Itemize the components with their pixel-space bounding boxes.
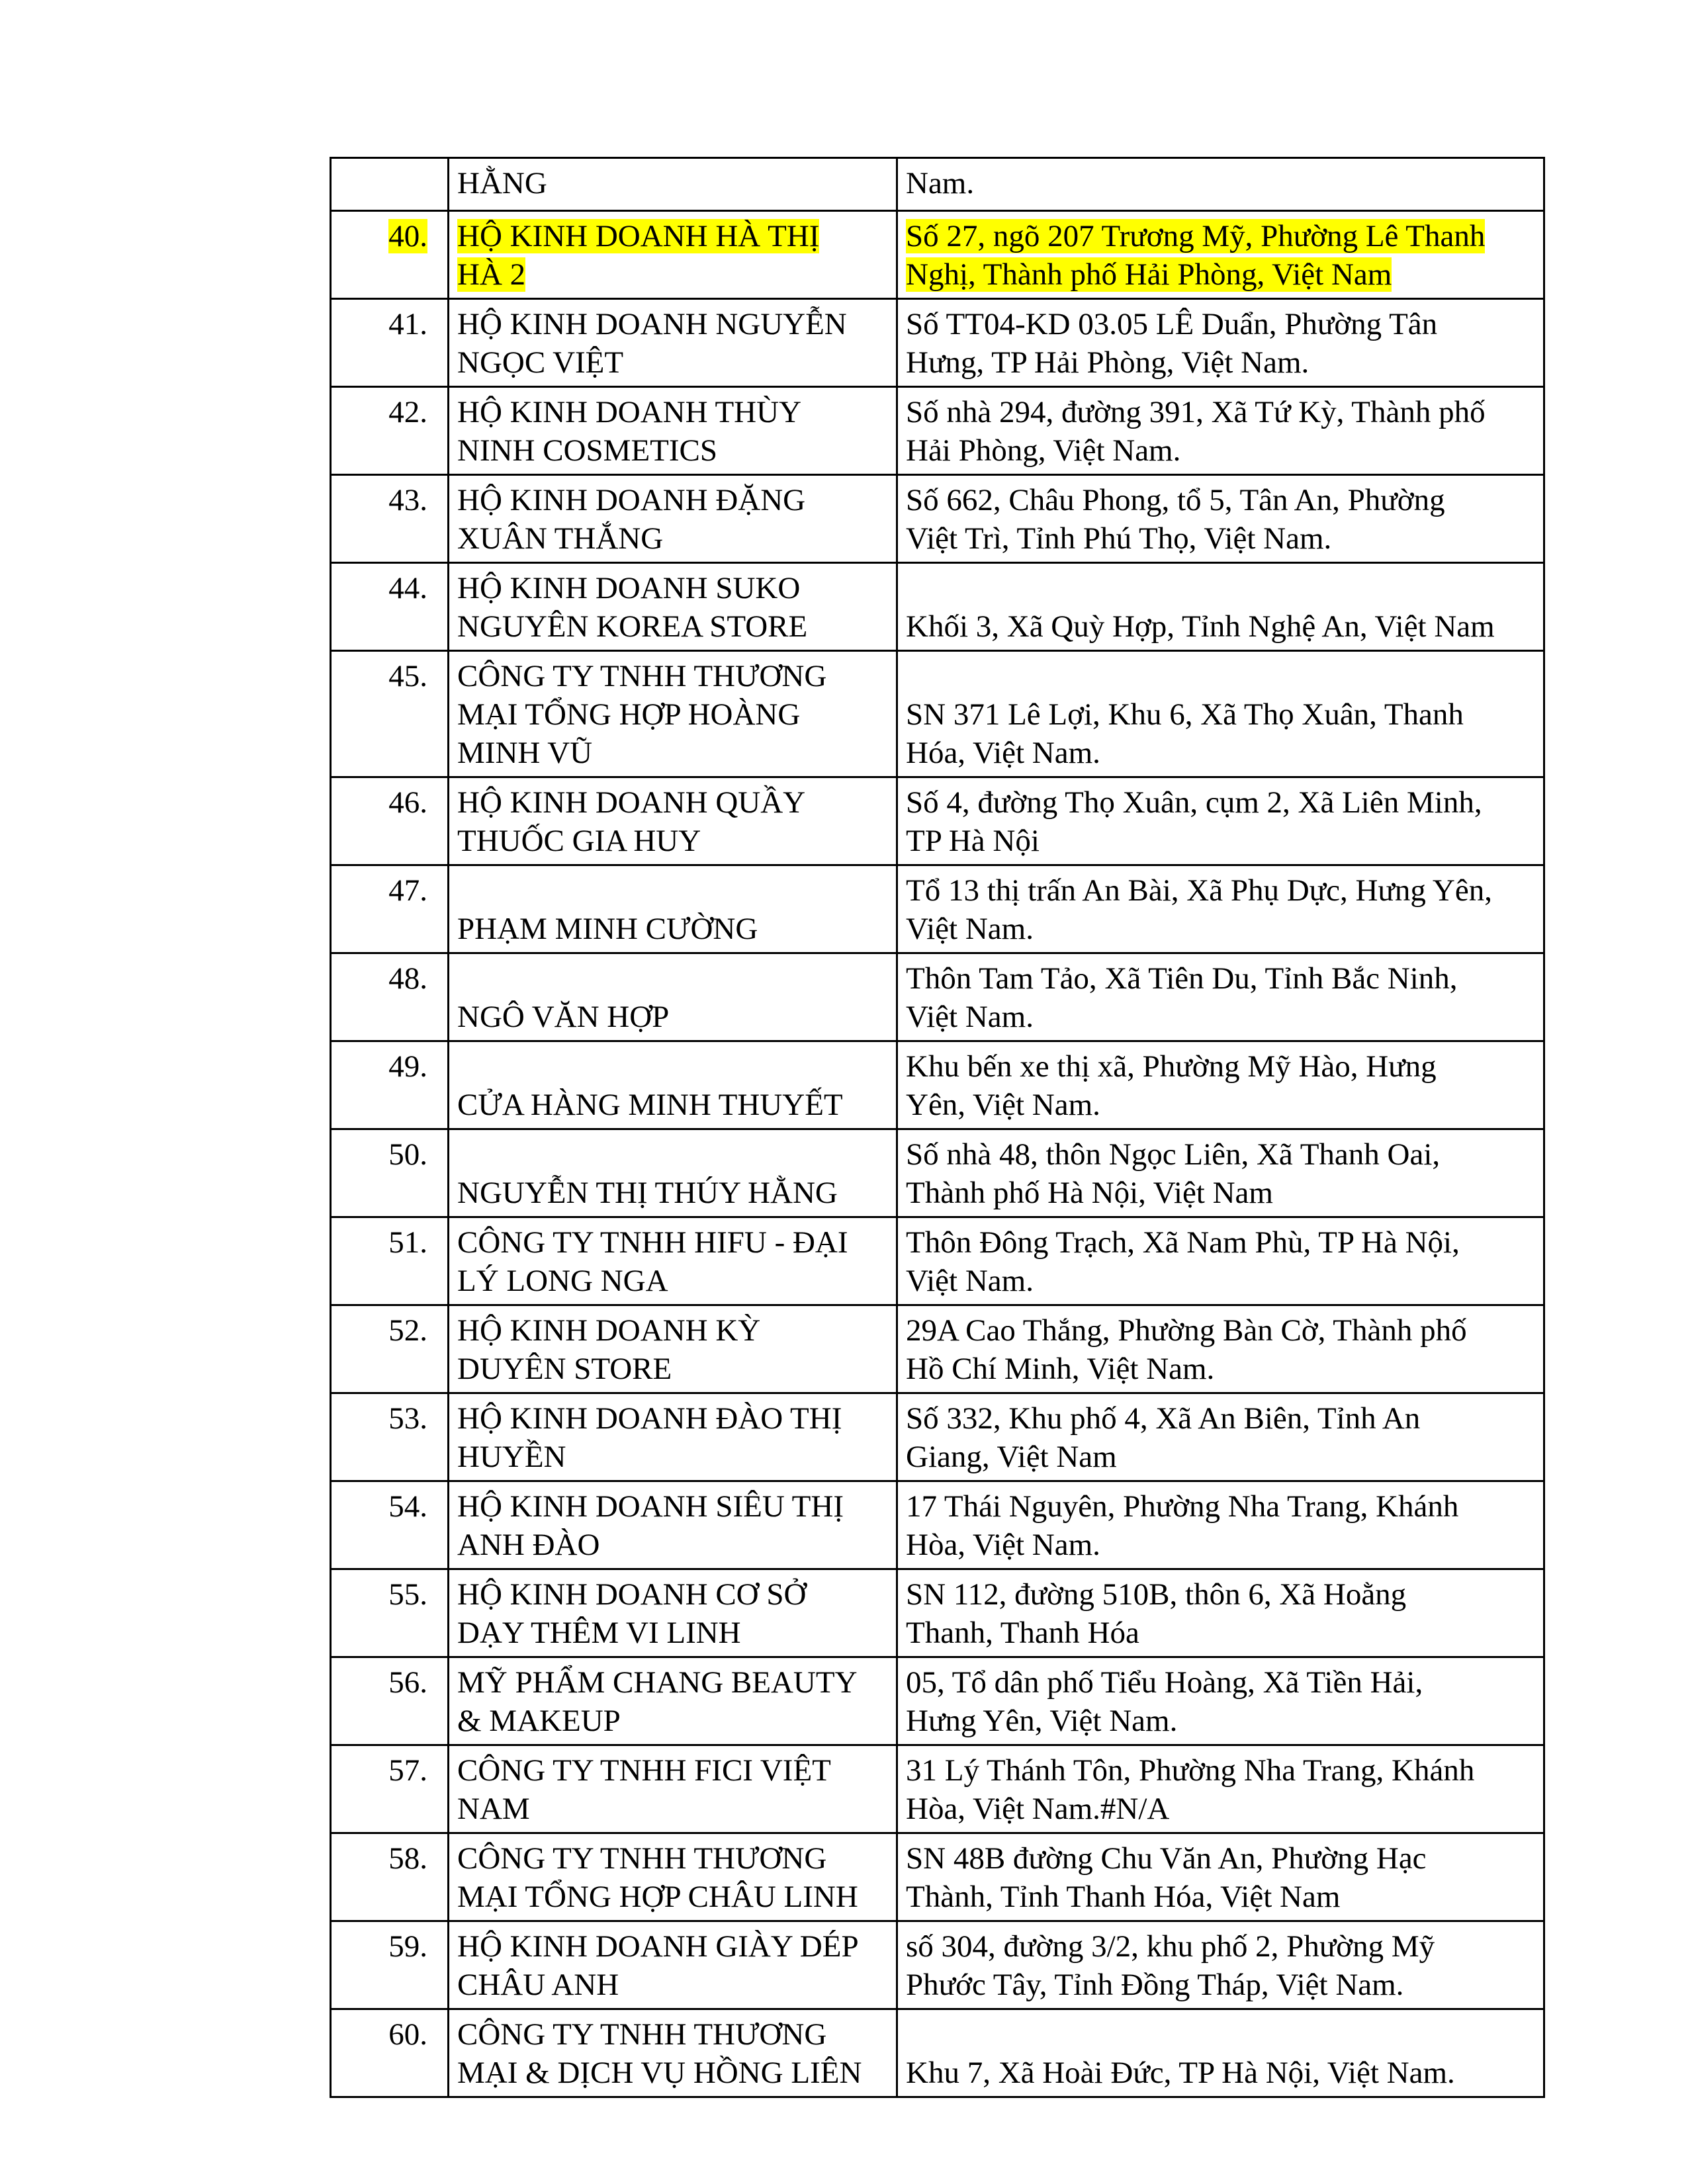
address-cell [897,865,1544,953]
table-row [331,211,1544,299]
company-name-cell [449,1569,897,1657]
row-number-cell [331,1217,449,1305]
company-name-text: HỘ KINH DOANH ĐÀO THỊ HUYỀN [457,1401,842,1474]
address-text: Thôn Đông Trạch, Xã Nam Phù, TP Hà Nội, Việt Nam. [906,1225,1460,1298]
address-text: Khối 3, Xã Quỳ Hợp, Tỉnh Nghệ An, Việt Nam [906,609,1495,644]
row-number-cell [331,211,449,299]
row-number-cell [331,563,449,651]
company-name-text: CÔNG TY TNHH THƯƠNG MẠI TỔNG HỢP CHÂU LINH [457,1841,858,1914]
address-text: Thôn Tam Tảo, Xã Tiên Du, Tỉnh Bắc Ninh, Việt Nam. [906,961,1458,1034]
address-cell [897,1393,1544,1481]
table-row [331,777,1544,865]
row-number-cell [331,865,449,953]
address-text: Số nhà 48, thôn Ngọc Liên, Xã Thanh Oai, Thành phố Hà Nội, Việt Nam [906,1137,1441,1210]
row-number-text: 52. [388,1313,427,1348]
address-cell [897,563,1544,651]
row-number-text: 44. [388,571,427,605]
company-name-cell [449,651,897,777]
row-number-text: 53. [388,1401,427,1436]
row-number-text: 55. [388,1577,427,1612]
table-row [331,158,1544,211]
address-cell [897,1481,1544,1569]
table-row [331,1569,1544,1657]
address-text: 17 Thái Nguyên, Phường Nha Trang, Khánh Hòa, Việt Nam. [906,1489,1459,1562]
address-cell [897,1569,1544,1657]
company-name-text: CÔNG TY TNHH HIFU - ĐẠI LÝ LONG NGA [457,1225,848,1298]
row-number-cell [331,475,449,563]
company-name-text: NGUYỄN THỊ THÚY HẰNG [457,1176,838,1210]
row-number-cell [331,1833,449,1921]
company-name-text: HỘ KINH DOANH SUKO NGUYÊN KOREA STORE [457,571,808,644]
address-text: 29A Cao Thắng, Phường Bàn Cờ, Thành phố Hồ Chí Minh, Việt Nam. [906,1313,1467,1386]
company-name-text: CÔNG TY TNHH THƯƠNG MẠI & DỊCH VỤ HỒNG LIÊN [457,2017,862,2090]
row-number-cell [331,1129,449,1217]
address-cell [897,1657,1544,1745]
company-name-cell [449,1833,897,1921]
row-number-text: 42. [388,395,427,429]
address-cell [897,299,1544,387]
company-list-table [330,157,1545,2098]
row-number-text: 56. [388,1665,427,1700]
company-name-text: HỘ KINH DOANH SIÊU THỊ ANH ĐÀO [457,1489,844,1562]
row-number-cell [331,1041,449,1129]
table-row [331,299,1544,387]
row-number-text: 59. [388,1929,427,1964]
table-row [331,953,1544,1041]
table-row [331,651,1544,777]
table-row [331,1305,1544,1393]
table-row [331,1833,1544,1921]
company-name-text: HỘ KINH DOANH ĐẶNG XUÂN THẮNG [457,483,806,556]
company-name-text: HỘ KINH DOANH THÙY NINH COSMETICS [457,395,802,468]
address-text: Khu 7, Xã Hoài Đức, TP Hà Nội, Việt Nam. [906,2056,1455,2090]
company-name-cell [449,299,897,387]
row-number-text: 46. [388,785,427,820]
table-row [331,475,1544,563]
address-cell [897,1217,1544,1305]
address-text: Số 4, đường Thọ Xuân, cụm 2, Xã Liên Minh, TP Hà Nội [906,785,1482,858]
address-text: số 304, đường 3/2, khu phố 2, Phường Mỹ Phước Tây, Tỉnh Đồng Tháp, Việt Nam. [906,1929,1435,2002]
table-row [331,387,1544,475]
company-name-text: HỘ KINH DOANH NGUYỄN NGỌC VIỆT [457,307,847,380]
row-number-cell [331,651,449,777]
company-name-text: CỬA HÀNG MINH THUYẾT [457,1088,843,1122]
company-name-cell [449,1745,897,1833]
row-number-cell [331,2009,449,2097]
address-cell [897,1041,1544,1129]
table-row [331,1481,1544,1569]
row-number-text: 47. [388,873,427,908]
company-name-text: HỘ KINH DOANH CƠ SỞ DẠY THÊM VI LINH [457,1577,807,1650]
address-cell [897,1129,1544,1217]
table-row [331,865,1544,953]
company-name-cell [449,777,897,865]
company-name-text: CÔNG TY TNHH FICI VIỆT NAM [457,1753,831,1826]
address-text: SN 112, đường 510B, thôn 6, Xã Hoằng Thanh, Thanh Hóa [906,1577,1407,1650]
address-text: Tổ 13 thị trấn An Bài, Xã Phụ Dực, Hưng Yên, Việt Nam. [906,873,1492,946]
row-number-cell [331,1569,449,1657]
row-number-text: 51. [388,1225,427,1260]
row-number-text: 48. [388,961,427,996]
company-name-cell [449,387,897,475]
row-number-cell [331,1481,449,1569]
company-name-text: MỸ PHẨM CHANG BEAUTY & MAKEUP [457,1665,858,1738]
company-name-cell [449,1657,897,1745]
row-number-cell [331,1657,449,1745]
company-name-text: CÔNG TY TNHH THƯƠNG MẠI TỔNG HỢP HOÀNG MINH VŨ [457,659,827,770]
company-name-cell [449,1305,897,1393]
company-name-cell [449,1393,897,1481]
address-text: Số nhà 294, đường 391, Xã Tứ Kỳ, Thành phố Hải Phòng, Việt Nam. [906,395,1486,468]
row-number-text: 45. [388,659,427,693]
row-number-text: 49. [388,1049,427,1084]
address-text: Số 27, ngõ 207 Trương Mỹ, Phường Lê Thanh Nghị, Thành phố Hải Phòng, Việt Nam [906,219,1486,292]
row-number-cell [331,158,449,211]
table-row [331,1745,1544,1833]
company-name-text: NGÔ VĂN HỢP [457,1000,670,1034]
table-row [331,1217,1544,1305]
address-text: SN 371 Lê Lợi, Khu 6, Xã Thọ Xuân, Thanh Hóa, Việt Nam. [906,697,1464,770]
row-number-cell [331,387,449,475]
row-number-cell [331,1745,449,1833]
table-row [331,1041,1544,1129]
table-row [331,1921,1544,2009]
address-cell [897,1305,1544,1393]
row-number-text: 58. [388,1841,427,1876]
company-name-cell [449,1217,897,1305]
company-name-text: HỘ KINH DOANH QUẦY THUỐC GIA HUY [457,785,806,858]
address-text: 05, Tổ dân phố Tiểu Hoàng, Xã Tiền Hải, Hưng Yên, Việt Nam. [906,1665,1423,1738]
row-number-cell [331,299,449,387]
company-name-cell [449,953,897,1041]
row-number-text: 50. [388,1137,427,1172]
address-text: 31 Lý Thánh Tôn, Phường Nha Trang, Khánh Hòa, Việt Nam.#N/A [906,1753,1475,1826]
row-number-cell [331,1921,449,2009]
row-number-cell [331,1305,449,1393]
row-number-text: 57. [388,1753,427,1788]
row-number-cell [331,777,449,865]
address-text: Số 662, Châu Phong, tổ 5, Tân An, Phường Việt Trì, Tỉnh Phú Thọ, Việt Nam. [906,483,1445,556]
company-name-text: HỘ KINH DOANH KỲ DUYÊN STORE [457,1313,761,1386]
row-number-text: 60. [388,2017,427,2052]
address-cell [897,387,1544,475]
row-number-text: 40. [388,219,427,253]
company-name-cell [449,211,897,299]
company-name-cell [449,1481,897,1569]
address-cell [897,475,1544,563]
address-cell [897,211,1544,299]
address-cell [897,651,1544,777]
table-row [331,1657,1544,1745]
address-cell [897,1833,1544,1921]
company-name-cell [449,1921,897,2009]
row-number-text: 41. [388,307,427,341]
table-row [331,2009,1544,2097]
company-name-cell [449,475,897,563]
address-cell [897,1921,1544,2009]
address-cell [897,953,1544,1041]
company-name-cell [449,2009,897,2097]
address-text: Số TT04-KD 03.05 LÊ Duẩn, Phường Tân Hưng, TP Hải Phòng, Việt Nam. [906,307,1438,380]
company-name-text: HẰNG [457,166,547,200]
row-number-text: 54. [388,1489,427,1524]
company-name-cell [449,1041,897,1129]
company-name-text: HỘ KINH DOANH HÀ THỊ HÀ 2 [457,219,820,292]
row-number-cell [331,953,449,1041]
company-name-cell [449,563,897,651]
company-name-cell [449,1129,897,1217]
address-text: Nam. [906,166,975,200]
row-number-cell [331,1393,449,1481]
address-cell [897,777,1544,865]
table-row [331,1129,1544,1217]
company-name-text: HỘ KINH DOANH GIÀY DÉP CHÂU ANH [457,1929,859,2002]
address-text: SN 48B đường Chu Văn An, Phường Hạc Thành, Tỉnh Thanh Hóa, Việt Nam [906,1841,1427,1914]
address-cell [897,2009,1544,2097]
company-name-cell [449,158,897,211]
company-name-text: PHẠM MINH CƯỜNG [457,912,758,946]
address-text: Khu bến xe thị xã, Phường Mỹ Hào, Hưng Yên, Việt Nam. [906,1049,1437,1122]
address-cell [897,158,1544,211]
company-name-cell [449,865,897,953]
address-cell [897,1745,1544,1833]
row-number-text: 43. [388,483,427,517]
address-text: Số 332, Khu phố 4, Xã An Biên, Tỉnh An Giang, Việt Nam [906,1401,1421,1474]
table-row [331,1393,1544,1481]
table-row [331,563,1544,651]
table-body [331,158,1544,2097]
